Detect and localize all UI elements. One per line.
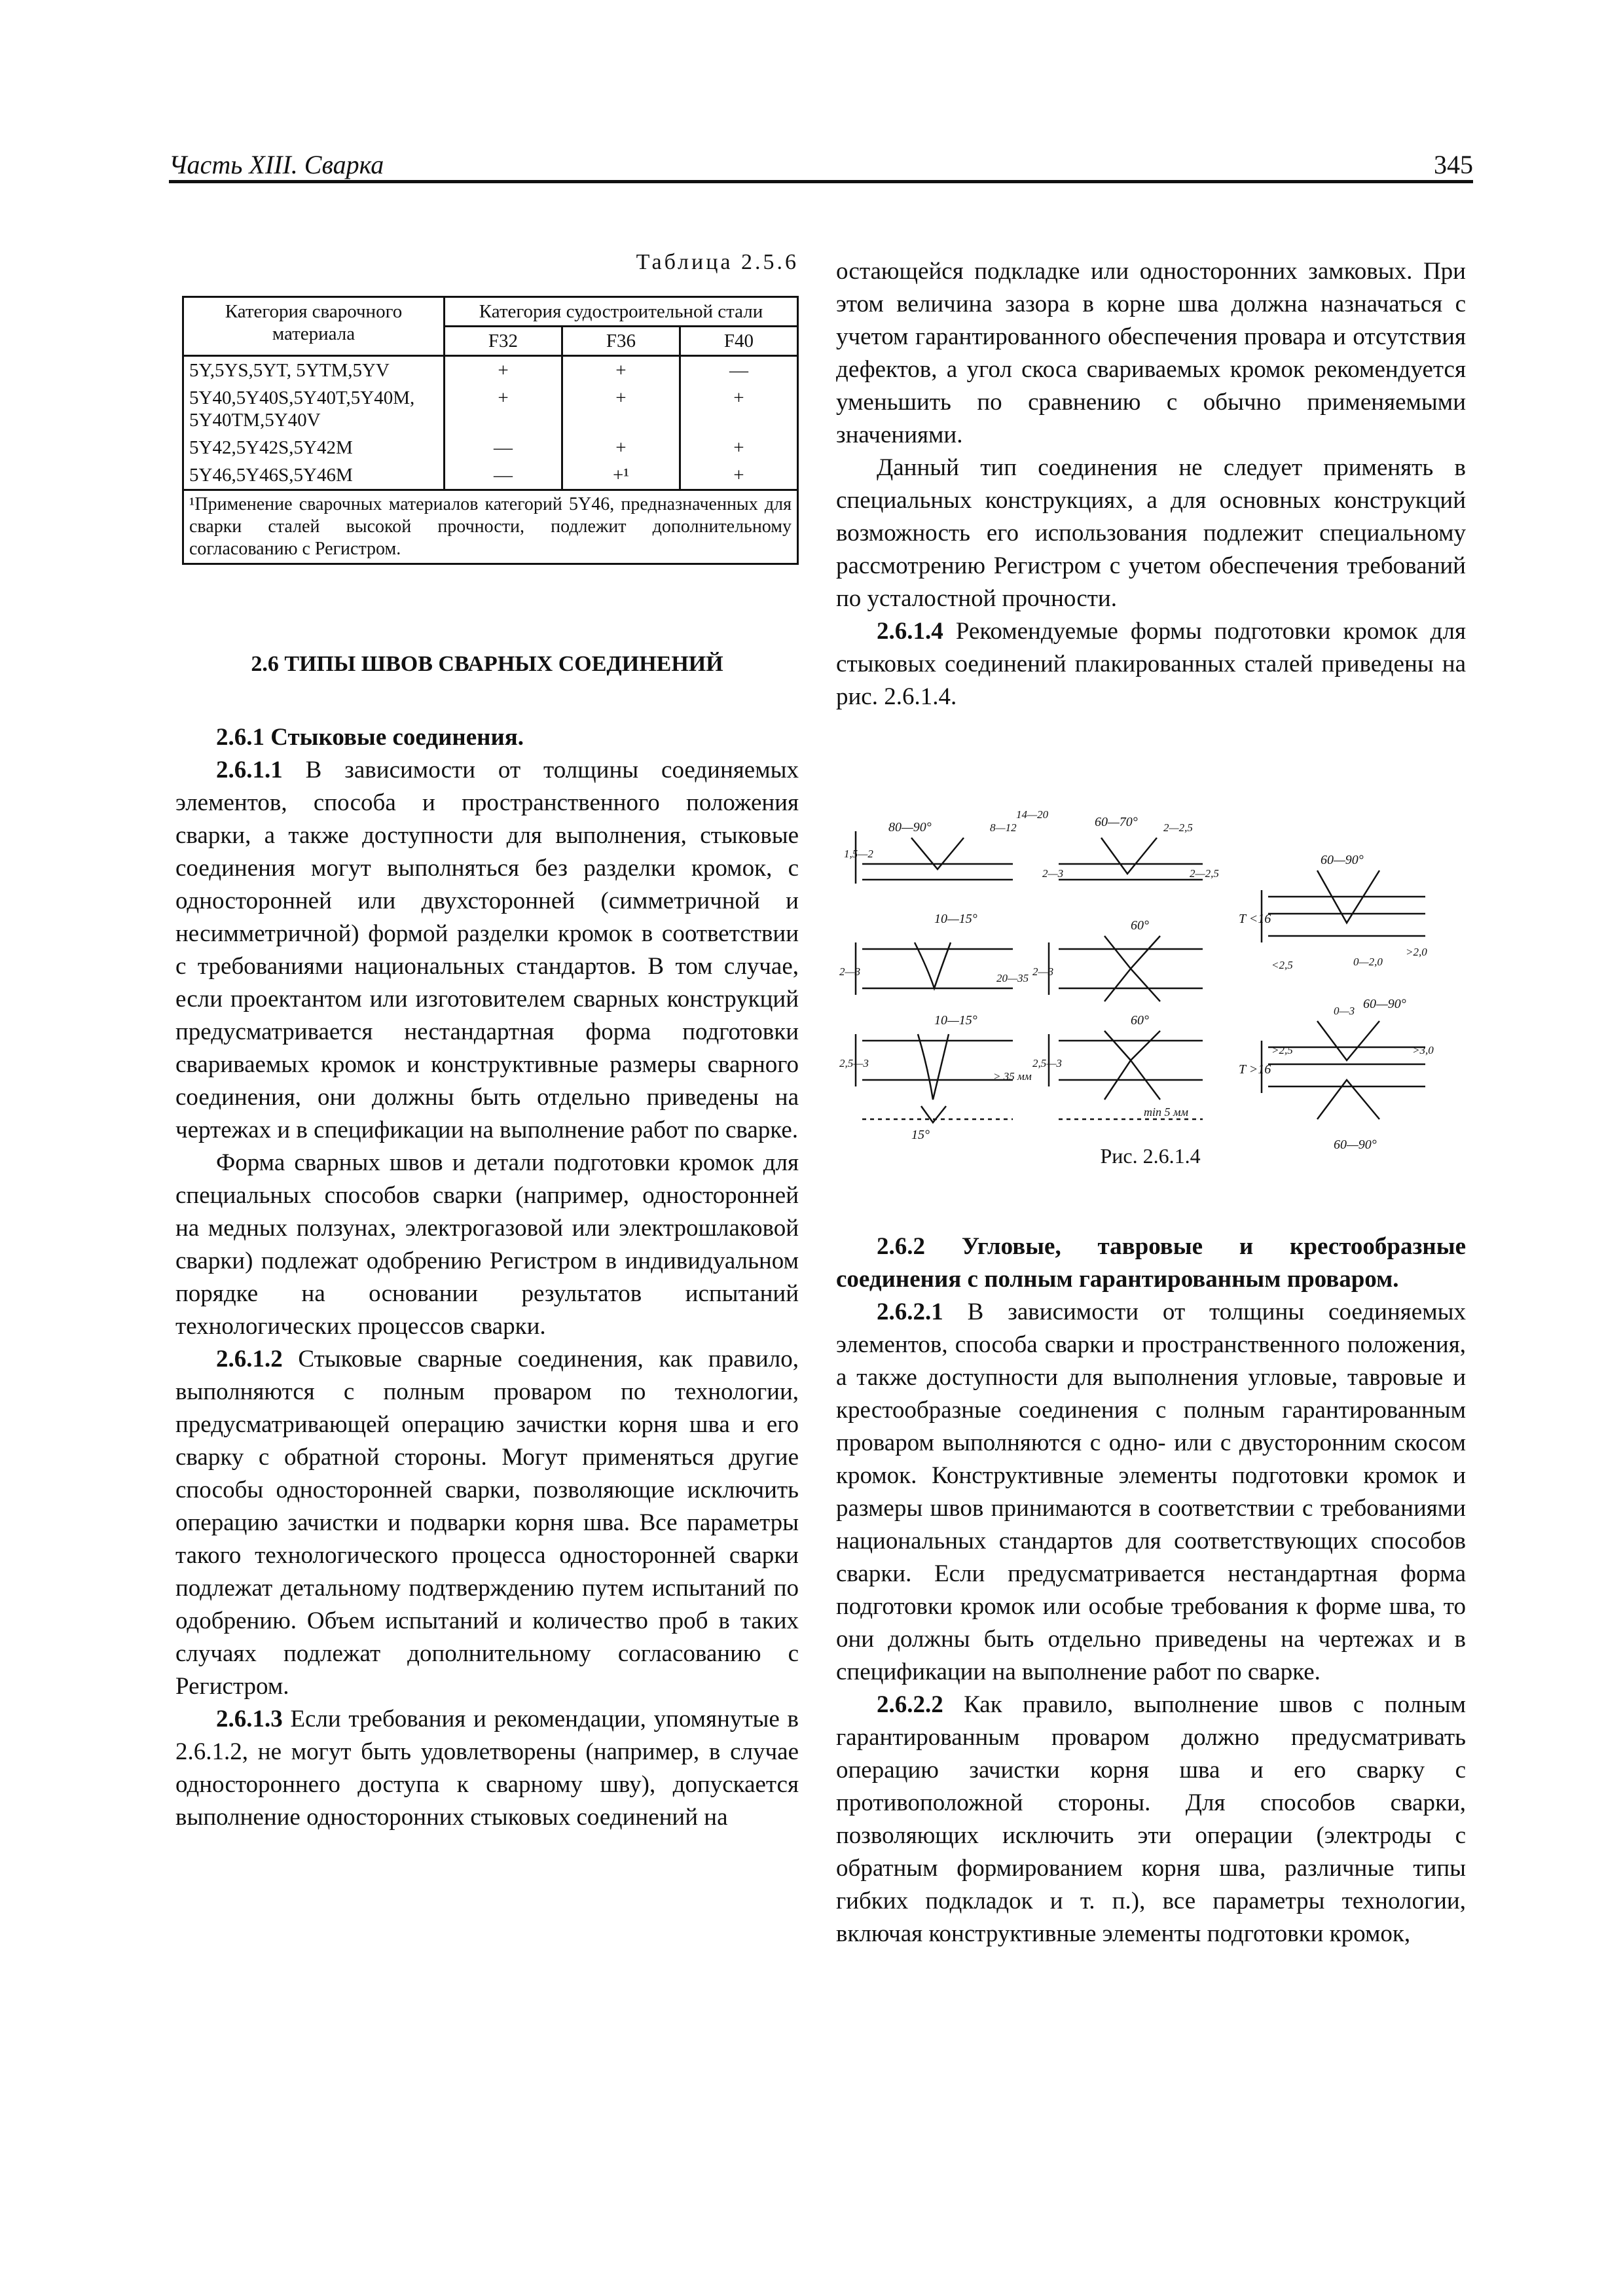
- svg-text:0—2,0: 0—2,0: [1353, 956, 1383, 968]
- table-row: [183, 461, 798, 490]
- steel-category-table: [182, 296, 799, 565]
- svg-text:60°: 60°: [1131, 1013, 1149, 1028]
- right-column-bottom: [836, 1230, 1466, 1950]
- subsection-title: 2.6.1 Стыковые соединения.: [216, 724, 524, 751]
- paragraph: Форма сварных швов и детали подготовки кромок для специальных способов сварки (например, односторонней на медных ползунах, электрогазовой или электрошлаковой сварки) подлежат одобрению Регистром в индивидуальном порядке на основании результатов испытаний технологических процессов сварки.: [175, 1149, 799, 1340]
- left-column: [175, 648, 799, 1834]
- svg-text:2,5—3: 2,5—3: [1032, 1057, 1062, 1069]
- table-cell: +: [680, 384, 797, 434]
- header-rule: [169, 180, 1473, 183]
- svg-text:min 5 мм: min 5 мм: [1144, 1105, 1188, 1119]
- svg-text:2—2,5: 2—2,5: [1190, 867, 1219, 880]
- table-row: [183, 384, 798, 434]
- svg-text:20—35: 20—35: [996, 972, 1029, 984]
- table-cell: +: [562, 384, 680, 434]
- paragraph: 2.6.1.4 Рекомендуемые формы подготовки кромок для стыковых соединений плакированных сталей приведены на рис. 2.6.1.4.: [836, 618, 1466, 710]
- svg-text:0—3: 0—3: [1334, 1005, 1355, 1017]
- table-cell: +: [680, 434, 797, 461]
- svg-text:60—90°: 60—90°: [1363, 997, 1406, 1011]
- page-number: 345: [1434, 150, 1473, 179]
- table-cell: —: [445, 434, 562, 461]
- table-cell: 5Y,5YS,5YT, 5YTM,5YV: [183, 356, 445, 385]
- table-cell: +: [562, 356, 680, 385]
- svg-text:>2,5: >2,5: [1271, 1044, 1293, 1056]
- table-cell: +¹: [562, 461, 680, 490]
- svg-text:14—20: 14—20: [1016, 808, 1049, 821]
- svg-text:60°: 60°: [1131, 918, 1149, 933]
- svg-text:T >16: T >16: [1239, 1062, 1271, 1077]
- svg-text:> 35 мм: > 35 мм: [993, 1070, 1032, 1083]
- table-cell: +: [562, 434, 680, 461]
- table-cell: —: [445, 461, 562, 490]
- figure-labels: [839, 808, 1434, 1152]
- paragraph: 2.6.1.1 В зависимости от толщины соединяемых элементов, способа и пространственного положения сварки, а также доступности для выполнения, стыковые соединения могут выполняться без разделки кромок, с односторонней или двухсторонней (симметричной и несимметричной) формой разделки кромок в соответствии с требованиями национальных стандартов. В том случае, если проектантом или изготовителем сварных конструкций предусматривается нестандартная форма подготовки свариваемых кромок и конструктивные размеры сварного соединения, они должны быть отдельно приведены на чертежах и в спецификации на выполнение работ по сварке.: [175, 757, 799, 1143]
- table-cell: 5Y42,5Y42S,5Y42M: [183, 434, 445, 461]
- svg-text:8—12: 8—12: [990, 821, 1017, 834]
- svg-text:10—15°: 10—15°: [934, 912, 977, 926]
- svg-text:2—3: 2—3: [1032, 965, 1054, 978]
- running-title: Часть XIII. Сварка: [169, 150, 384, 179]
- table-subheader: F40: [680, 327, 797, 356]
- svg-text:T <16: T <16: [1239, 912, 1271, 926]
- paragraph: 2.6.1.2 Стыковые сварные соединения, как правило, выполняются с полным проваром по технологии, предусматривающей операцию зачистки корня шва и его сварку с обратной стороны. Могут применяться другие способы односторонней сварки, позволяющие исключить операцию зачистки и подварки корня шва. Все параметры такого технологического процесса односторонней сварки подлежат детальному подтверждению путем испытаний по одобрению. Объем испытаний и количество проб в таких случаях подлежат дополнительному согласованию с Регистром.: [175, 1346, 799, 1700]
- table-row: [183, 434, 798, 461]
- weld-edge-figure: [836, 792, 1465, 1158]
- svg-text:10—15°: 10—15°: [934, 1013, 977, 1028]
- table-header-steel: Категория судостроительной стали: [445, 297, 798, 327]
- svg-text:<2,5: <2,5: [1271, 959, 1293, 971]
- svg-text:>2,0: >2,0: [1406, 946, 1427, 958]
- table-footnote: ¹Применение сварочных материалов категорий 5Y46, предназначенных для сварки сталей высокой прочности, подлежит дополнительному согласованию с Регистром.: [183, 490, 798, 564]
- svg-text:2—3: 2—3: [839, 965, 861, 978]
- page-header: [169, 149, 1473, 181]
- paragraph: остающейся подкладке или односторонних замковых. При этом величина зазора в корне шва должна назначаться с учетом гарантированного обеспечения провара и отсутствия дефектов, а угол скоса свариваемых кромок рекомендуется уменьшить по сравнению с обычно применяемыми значениями.: [836, 258, 1466, 448]
- svg-text:60—90°: 60—90°: [1334, 1138, 1377, 1152]
- figure-caption: Рис. 2.6.1.4: [1100, 1144, 1201, 1168]
- table-subheader: F32: [445, 327, 562, 356]
- table-cell: +: [680, 461, 797, 490]
- paragraph: Данный тип соединения не следует применять в специальных конструкциях, а для основных конструкций возможность его использования подлежит специальному рассмотрению Регистром с учетом обеспечения требований по усталостной прочности.: [836, 454, 1466, 612]
- table-caption: Таблица 2.5.6: [636, 250, 799, 274]
- table-subheader: F36: [562, 327, 680, 356]
- table-cell: +: [445, 356, 562, 385]
- svg-text:60—90°: 60—90°: [1321, 853, 1364, 867]
- table-cell: +: [445, 384, 562, 434]
- section-title: 2.6 ТИПЫ ШВОВ СВАРНЫХ СОЕДИНЕНИЙ: [251, 652, 723, 676]
- svg-text:60—70°: 60—70°: [1095, 815, 1138, 829]
- table-row: [183, 356, 798, 385]
- svg-text:2—3: 2—3: [1042, 867, 1064, 880]
- table-header-material: Категория сварочного материала: [183, 297, 445, 356]
- svg-text:1,5—2: 1,5—2: [844, 848, 873, 860]
- right-column-top: [836, 255, 1466, 713]
- subsection-title: 2.6.2 Угловые, тавровые и крестообразные соединения с полным гарантированным проваром.: [836, 1233, 1466, 1293]
- table-cell: 5Y46,5Y46S,5Y46M: [183, 461, 445, 490]
- table-cell: 5Y40,5Y40S,5Y40T,5Y40M, 5Y40TM,5Y40V: [183, 384, 445, 434]
- paragraph: 2.6.2.2 Как правило, выполнение швов с полным гарантированным проваром должно предусматривать операцию зачистки корня шва и его сварку с противоположной стороны. Для способов сварки, позволяющих исключить эти операции (электроды с обратным формированием корня шва, различные типы гибких подкладок и т. п.), все параметры технологии, включая конструктивные элементы подготовки кромок,: [836, 1691, 1466, 1947]
- table-cell: —: [680, 356, 797, 385]
- paragraph: 2.6.2.1 В зависимости от толщины соединяемых элементов, способа сварки и пространственного положения, а также доступности для выполнения угловые, тавровые и крестообразные соединения с полным гарантированным проваром выполняются с одно- или с двусторонним скосом кромок. Конструктивные элементы подготовки кромок и размеры швов принимаются в соответствии с требованиями национальных стандартов для соответствующих способов сварки. Если предусматривается нестандартная форма подготовки кромок или особые требования к форме шва, то они должны быть отдельно приведены на чертежах и в спецификации на выполнение работ по сварке.: [836, 1299, 1466, 1685]
- svg-text:2,5—3: 2,5—3: [839, 1057, 869, 1069]
- svg-text:>3,0: >3,0: [1412, 1044, 1434, 1056]
- svg-text:80—90°: 80—90°: [888, 820, 932, 834]
- paragraph: 2.6.1.3 Если требования и рекомендации, упомянутые в 2.6.1.2, не могут быть удовлетворены (например, в случае одностороннего доступа к сварному шву), допускается выполнение односторонних стыковых соединений на: [175, 1706, 799, 1831]
- svg-text:15°: 15°: [911, 1128, 930, 1142]
- svg-text:2—2,5: 2—2,5: [1163, 821, 1193, 834]
